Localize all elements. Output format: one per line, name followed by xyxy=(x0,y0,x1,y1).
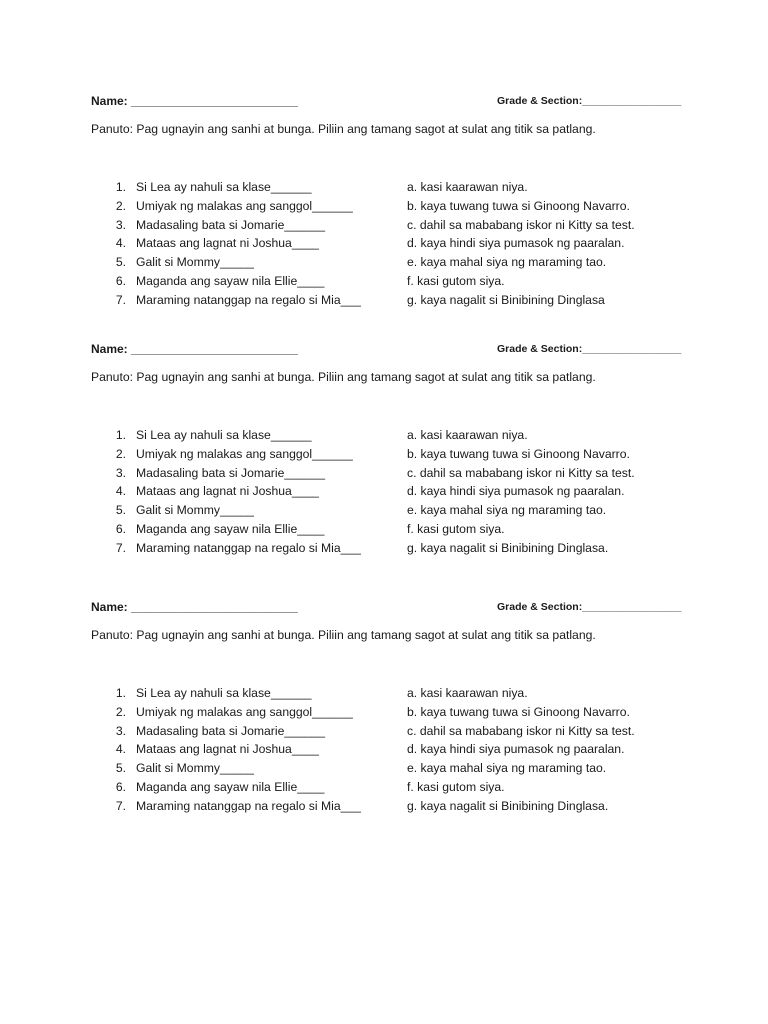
effect-choice: d. kaya hindi siya pumasok ng paaralan. xyxy=(407,742,625,757)
effect-choice: c. dahil sa mababang iskor ni Kitty sa test. xyxy=(407,217,635,232)
grade-section-field-label: Grade & Section:_________________ xyxy=(497,343,682,355)
cause-text: Maraming natanggap na regalo si Mia___ xyxy=(136,292,361,307)
list-item xyxy=(0,484,768,503)
cause-text: Galit si Mommy_____ xyxy=(136,503,254,518)
effect-choice: f. kasi gutom siya. xyxy=(407,273,505,288)
name-field-label: Name: _________________________ xyxy=(91,94,298,108)
matching-list xyxy=(0,428,768,560)
grade-section-field-label: Grade & Section:_________________ xyxy=(497,601,682,613)
list-item xyxy=(0,255,768,274)
cause-text: Maganda ang sayaw nila Ellie____ xyxy=(136,779,325,794)
name-field-label: Name: _________________________ xyxy=(91,600,298,614)
list-item xyxy=(0,199,768,218)
item-number: 2. xyxy=(115,704,126,719)
item-number: 5. xyxy=(115,761,126,776)
item-number: 3. xyxy=(115,465,126,480)
effect-choice: e. kaya mahal siya ng maraming tao. xyxy=(407,503,607,518)
item-number: 5. xyxy=(115,503,126,518)
cause-text: Madasaling bata si Jomarie______ xyxy=(136,465,326,480)
item-number: 3. xyxy=(115,217,126,232)
list-item xyxy=(0,180,768,199)
effect-choice: a. kasi kaarawan niya. xyxy=(407,686,528,700)
effect-choice: a. kasi kaarawan niya. xyxy=(407,180,528,194)
effect-choice: g. kaya nagalit si Binibining Dinglasa. xyxy=(407,798,609,813)
cause-text: Maganda ang sayaw nila Ellie____ xyxy=(136,273,325,288)
item-number: 7. xyxy=(115,540,126,555)
item-number: 7. xyxy=(115,798,126,813)
item-number: 1. xyxy=(115,180,126,194)
item-number: 4. xyxy=(115,236,126,251)
matching-list xyxy=(0,686,768,818)
effect-choice: d. kaya hindi siya pumasok ng paaralan. xyxy=(407,236,625,251)
worksheet-section-2 xyxy=(0,342,768,572)
item-number: 6. xyxy=(115,779,126,794)
cause-text: Mataas ang lagnat ni Joshua____ xyxy=(136,484,319,499)
cause-text: Si Lea ay nahuli sa klase______ xyxy=(136,686,312,700)
instruction-text: Panuto: Pag ugnayin ang sanhi at bunga. Piliin ang tamang sagot at sulat ang titik sa patlang. xyxy=(91,628,596,642)
cause-text: Madasaling bata si Jomarie______ xyxy=(136,217,326,232)
worksheet-section-3 xyxy=(0,600,768,830)
cause-text: Mataas ang lagnat ni Joshua____ xyxy=(136,236,319,251)
list-item xyxy=(0,466,768,485)
effect-choice: b. kaya tuwang tuwa si Ginoong Navarro. xyxy=(407,198,630,213)
list-item xyxy=(0,428,768,447)
effect-choice: g. kaya nagalit si Binibining Dinglasa xyxy=(407,292,605,307)
effect-choice: f. kasi gutom siya. xyxy=(407,779,505,794)
list-item xyxy=(0,705,768,724)
list-item xyxy=(0,742,768,761)
cause-text: Maganda ang sayaw nila Ellie____ xyxy=(136,521,325,536)
item-number: 1. xyxy=(115,428,126,442)
item-number: 7. xyxy=(115,292,126,307)
cause-text: Si Lea ay nahuli sa klase______ xyxy=(136,428,312,442)
cause-text: Galit si Mommy_____ xyxy=(136,255,254,270)
effect-choice: c. dahil sa mababang iskor ni Kitty sa test. xyxy=(407,465,635,480)
effect-choice: c. dahil sa mababang iskor ni Kitty sa test. xyxy=(407,723,635,738)
cause-text: Umiyak ng malakas ang sanggol______ xyxy=(136,198,353,213)
list-item xyxy=(0,218,768,237)
item-number: 1. xyxy=(115,686,126,700)
item-number: 6. xyxy=(115,521,126,536)
list-item xyxy=(0,541,768,560)
list-item xyxy=(0,780,768,799)
effect-choice: b. kaya tuwang tuwa si Ginoong Navarro. xyxy=(407,704,630,719)
item-number: 2. xyxy=(115,446,126,461)
cause-text: Si Lea ay nahuli sa klase______ xyxy=(136,180,312,194)
item-number: 5. xyxy=(115,255,126,270)
name-field-label: Name: _________________________ xyxy=(91,342,298,356)
list-item xyxy=(0,761,768,780)
list-item xyxy=(0,293,768,312)
cause-text: Madasaling bata si Jomarie______ xyxy=(136,723,326,738)
item-number: 2. xyxy=(115,198,126,213)
effect-choice: a. kasi kaarawan niya. xyxy=(407,428,528,442)
item-number: 6. xyxy=(115,273,126,288)
effect-choice: f. kasi gutom siya. xyxy=(407,521,505,536)
cause-text: Maraming natanggap na regalo si Mia___ xyxy=(136,798,361,813)
list-item xyxy=(0,503,768,522)
effect-choice: e. kaya mahal siya ng maraming tao. xyxy=(407,761,607,776)
list-item xyxy=(0,522,768,541)
list-item xyxy=(0,686,768,705)
cause-text: Umiyak ng malakas ang sanggol______ xyxy=(136,446,353,461)
instruction-text: Panuto: Pag ugnayin ang sanhi at bunga. Piliin ang tamang sagot at sulat ang titik sa patlang. xyxy=(91,370,596,384)
list-item xyxy=(0,236,768,255)
list-item xyxy=(0,447,768,466)
effect-choice: d. kaya hindi siya pumasok ng paaralan. xyxy=(407,484,625,499)
cause-text: Galit si Mommy_____ xyxy=(136,761,254,776)
item-number: 3. xyxy=(115,723,126,738)
cause-text: Maraming natanggap na regalo si Mia___ xyxy=(136,540,361,555)
instruction-text: Panuto: Pag ugnayin ang sanhi at bunga. Piliin ang tamang sagot at sulat ang titik sa patlang. xyxy=(91,122,596,136)
list-item xyxy=(0,799,768,818)
matching-list xyxy=(0,180,768,312)
cause-text: Mataas ang lagnat ni Joshua____ xyxy=(136,742,319,757)
effect-choice: b. kaya tuwang tuwa si Ginoong Navarro. xyxy=(407,446,630,461)
effect-choice: e. kaya mahal siya ng maraming tao. xyxy=(407,255,607,270)
effect-choice: g. kaya nagalit si Binibining Dinglasa. xyxy=(407,540,609,555)
list-item xyxy=(0,274,768,293)
cause-text: Umiyak ng malakas ang sanggol______ xyxy=(136,704,353,719)
worksheet-section-1 xyxy=(0,94,768,324)
item-number: 4. xyxy=(115,484,126,499)
list-item xyxy=(0,724,768,743)
item-number: 4. xyxy=(115,742,126,757)
grade-section-field-label: Grade & Section:_________________ xyxy=(497,95,682,107)
